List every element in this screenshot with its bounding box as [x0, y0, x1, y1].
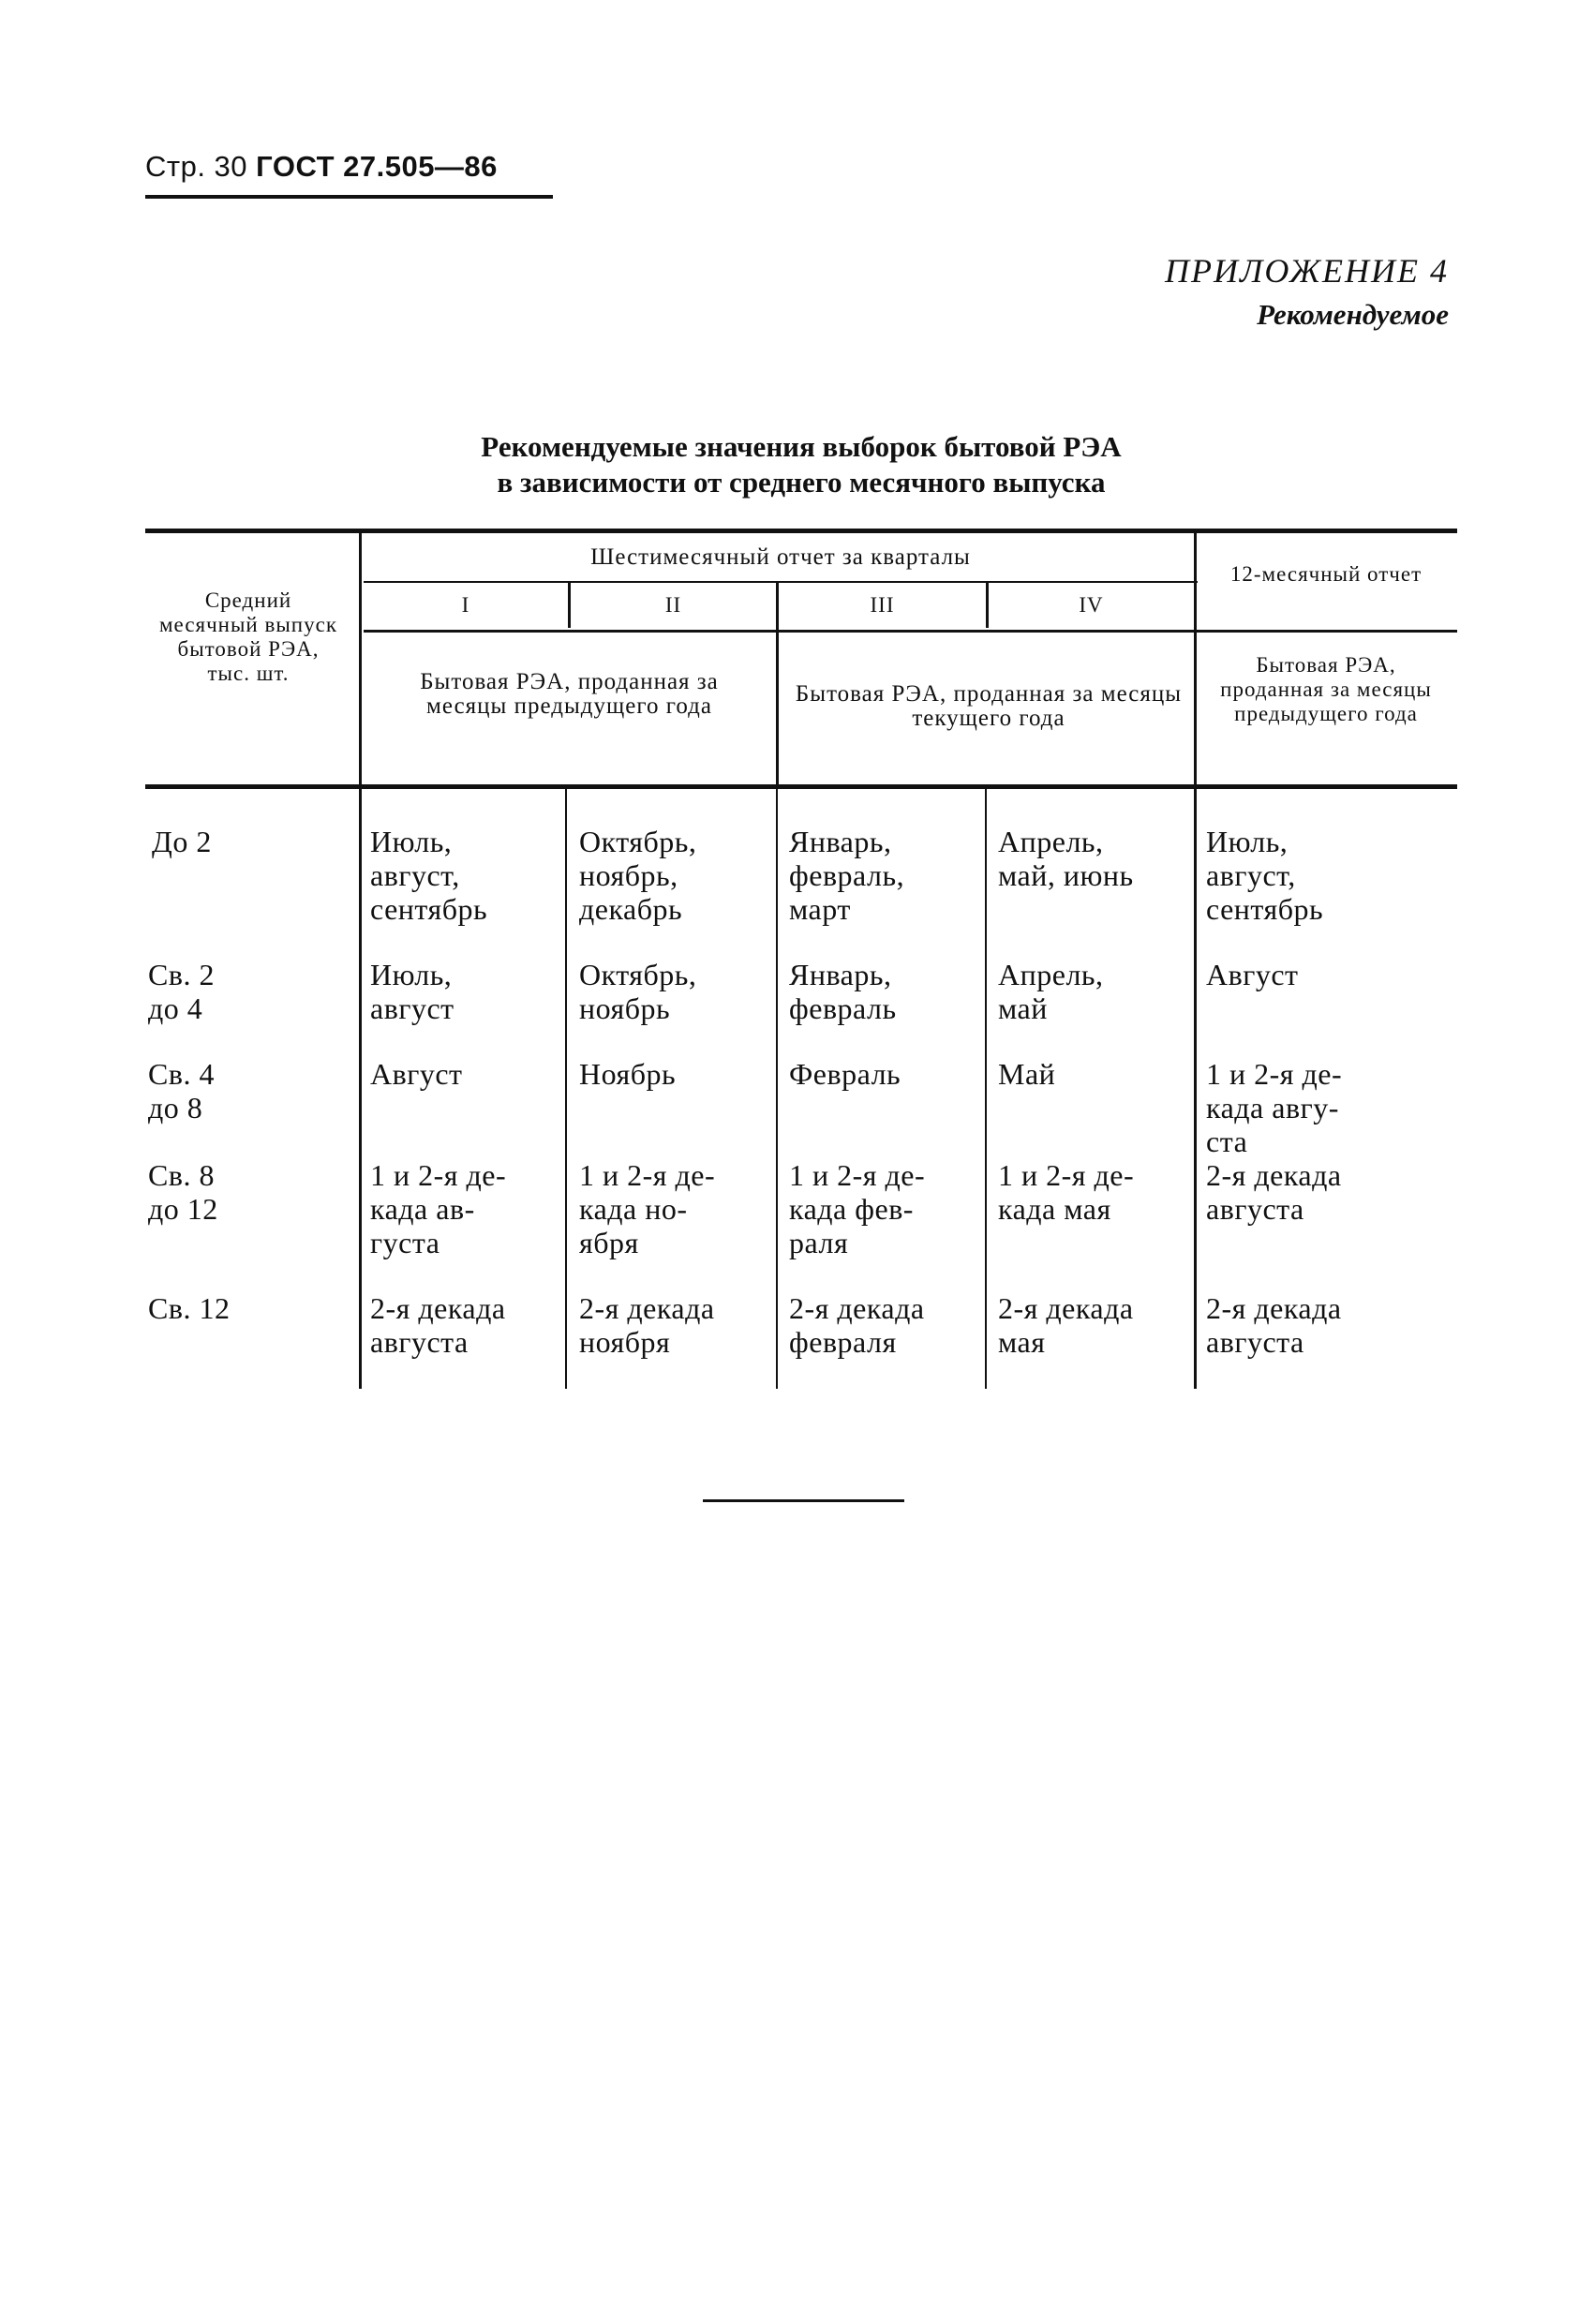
- row-2-q2: Октябрь, ноябрь: [579, 958, 697, 1025]
- row-4-twelve: 2-я декада августа: [1206, 1158, 1342, 1226]
- header-quarter-4: IV: [1079, 593, 1104, 617]
- row-5-q2: 2-я декада ноября: [579, 1291, 715, 1359]
- page-number: Стр. 30: [145, 150, 248, 183]
- col-divider-1: [359, 533, 362, 1389]
- row-3-q3: Февраль: [789, 1057, 901, 1091]
- table-title-line1: Рекомендуемые значения выборок бытовой РЭА: [481, 430, 1122, 463]
- col-divider-4: [1194, 533, 1197, 1389]
- row-4-q4: 1 и 2-я де- када мая: [998, 1158, 1135, 1226]
- header-quarter-2: II: [664, 593, 682, 617]
- row-1-q2: Октябрь, ноябрь, декабрь: [579, 825, 697, 926]
- row-1-q1: Июль, август, сентябрь: [370, 825, 488, 926]
- row-3-q2: Ноябрь: [579, 1057, 677, 1091]
- row-5-twelve: 2-я декада августа: [1206, 1291, 1342, 1359]
- row-3-label: Св. 4 до 8: [148, 1057, 215, 1125]
- end-rule: [703, 1499, 904, 1502]
- appendix-status: Рекомендуемое: [1257, 298, 1449, 331]
- header-quarter-3: III: [870, 593, 895, 617]
- page-header: [145, 150, 498, 184]
- row-2-label: Св. 2 до 4: [148, 958, 215, 1025]
- row-1-q3: Январь, февраль, март: [789, 825, 905, 926]
- quarters-bottom-rule: [364, 630, 1457, 633]
- header-quarter-1: I: [461, 593, 470, 617]
- row-4-q2: 1 и 2-я де- када но- ября: [579, 1158, 716, 1259]
- row-5-q4: 2-я декада мая: [998, 1291, 1134, 1359]
- table-title-line2: в зависимости от среднего месячного выпуска: [497, 466, 1106, 499]
- col-divider-3-body: [776, 789, 778, 1389]
- row-3-q1: Август: [370, 1057, 463, 1091]
- row-3-twelve: 1 и 2-я де- када авгу- ста: [1206, 1057, 1343, 1158]
- header-twelve-prev-year-sold: Бытовая РЭА, проданная за месяцы предыдущего года: [1220, 653, 1432, 725]
- quarters-top-rule: [364, 581, 1198, 583]
- row-3-q4: Май: [998, 1057, 1056, 1091]
- header-bottom-rule: [145, 784, 1457, 789]
- header-row-label: Средний месячный выпуск бытовой РЭА, тыс. шт.: [158, 588, 337, 685]
- table-title: [145, 429, 1457, 500]
- header-curr-year-sold: Бытовая РЭА, проданная за месяцы текущего года: [795, 681, 1183, 731]
- row-2-twelve: Август: [1206, 958, 1299, 991]
- row-5-q3: 2-я декада февраля: [789, 1291, 925, 1359]
- row-1-q4: Апрель, май, июнь: [998, 825, 1134, 892]
- row-2-q1: Июль, август: [370, 958, 454, 1025]
- header-rule: [145, 195, 553, 199]
- col-divider-4q-body: [985, 789, 987, 1389]
- header-prev-year-sold: Бытовая РЭА, проданная за месяцы предыдущего года: [420, 669, 719, 719]
- header-twelve-month: 12-месячный отчет: [1229, 562, 1423, 586]
- appendix-title: ПРИЛОЖЕНИЕ 4: [1165, 252, 1449, 290]
- row-2-q4: Апрель, май: [998, 958, 1104, 1025]
- col-divider-2-body: [565, 789, 567, 1389]
- header-six-month: Шестимесячный отчет за кварталы: [590, 544, 971, 570]
- row-4-q3: 1 и 2-я де- када фев- раля: [789, 1158, 926, 1259]
- row-5-label: Св. 12: [148, 1291, 231, 1325]
- row-4-q1: 1 и 2-я де- када ав- густа: [370, 1158, 507, 1259]
- row-5-q1: 2-я декада августа: [370, 1291, 506, 1359]
- standard-code: ГОСТ 27.505—86: [256, 150, 498, 183]
- row-4-label: Св. 8 до 12: [148, 1158, 218, 1226]
- table-top-rule: [145, 529, 1457, 533]
- row-1-label: До 2: [152, 825, 212, 858]
- appendix-heading: [1165, 251, 1449, 332]
- row-2-q3: Январь, февраль: [789, 958, 897, 1025]
- row-1-twelve: Июль, август, сентябрь: [1206, 825, 1324, 926]
